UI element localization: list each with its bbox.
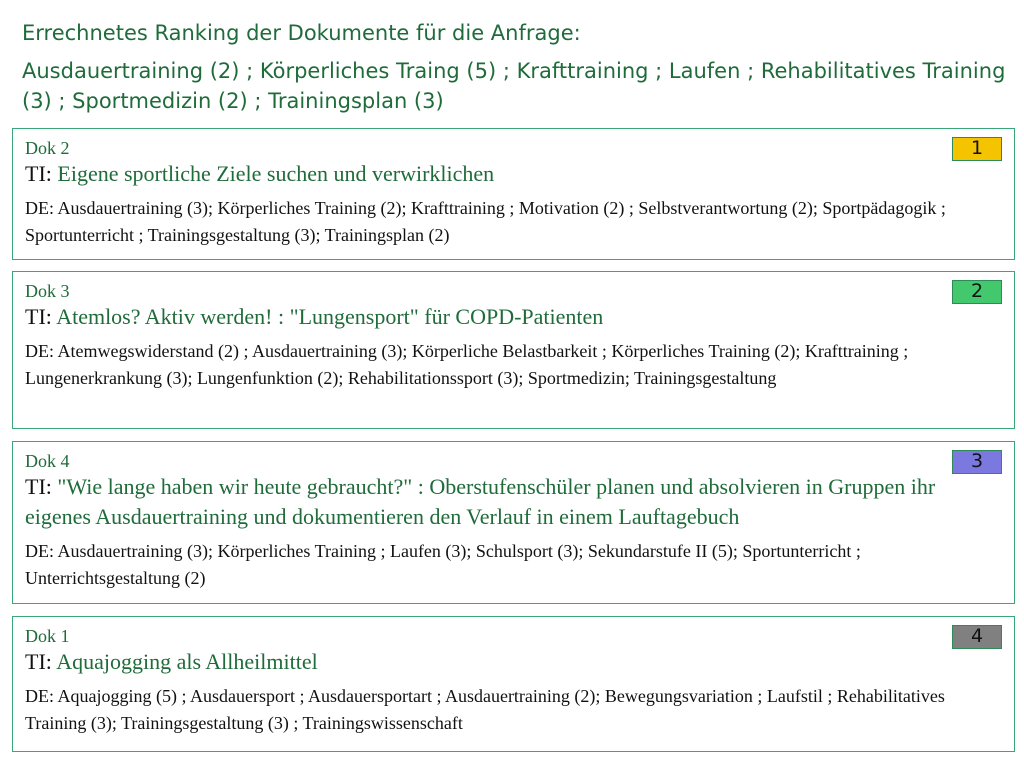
document-descriptors [25,338,1000,392]
document-id: Dok 2 [25,138,70,158]
title-prefix: TI: [25,649,52,674]
document-id: Dok 3 [25,281,70,301]
descriptor-text: Aquajogging (5) ; Ausdauersport ; Ausdauersportart ; Ausdauertraining (2); Bewegungsvariation ; Laufstil ; Rehabilitatives Training (3); Trainingsgestaltung (3) ; Trainingswissenschaft [25,686,945,733]
document-descriptors [25,538,1000,592]
document-card-rank-4[interactable] [12,616,1015,752]
document-title [25,302,1000,332]
rank-badge: 1 [952,137,1002,161]
descriptor-text: Ausdauertraining (3); Körperliches Training (2); Krafttraining ; Motivation (2) ; Selbstverantwortung (2); Sportpädagogik ; Sportunterricht ; Trainingsgestaltung (3); Trainingsplan (2) [25,198,946,245]
document-descriptors [25,683,1000,737]
document-card-rank-1[interactable] [12,128,1015,260]
descriptor-prefix: DE: [25,341,54,361]
descriptor-prefix: DE: [25,541,54,561]
document-descriptors [25,195,1000,249]
title-text: Eigene sportliche Ziele suchen und verwirklichen [57,161,495,186]
descriptor-prefix: DE: [25,686,54,706]
rank-badge: 3 [952,450,1002,474]
rank-badge: 4 [952,625,1002,649]
document-title [25,472,1000,532]
document-id: Dok 1 [25,626,70,646]
title-text: Aquajogging als Allheilmittel [56,649,318,674]
title-text: "Wie lange haben wir heute gebraucht?" : Oberstufenschüler planen und absolvieren in Gruppen ihr eigenes Ausdauertraining und dokumentieren den Verlauf in einem Lauftagebuch [25,474,936,529]
title-prefix: TI: [25,304,52,329]
descriptor-text: Ausdauertraining (3); Körperliches Training ; Laufen (3); Schulsport (3); Sekundarstufe II (5); Sportunterricht ; Unterrichtsgestaltung (2) [25,541,861,588]
title-text: Atemlos? Aktiv werden! : "Lungensport" für COPD-Patienten [56,304,604,329]
document-title [25,159,1000,189]
title-prefix: TI: [25,161,52,186]
rank-badge: 2 [952,280,1002,304]
descriptor-text: Atemwegswiderstand (2) ; Ausdauertraining (3); Körperliche Belastbarkeit ; Körperliches Training (2); Krafttraining ; Lungenerkrankung (3); Lungenfunktion (2); Rehabilitationssport (3); Sportmedizin; Trainingsgestaltung [25,341,909,388]
document-id: Dok 4 [25,451,70,471]
document-card-rank-3[interactable] [12,441,1015,604]
title-prefix: TI: [25,474,52,499]
page-title: Errechnetes Ranking der Dokumente für die Anfrage: [22,21,581,45]
descriptor-prefix: DE: [25,198,54,218]
document-card-rank-2[interactable] [12,271,1015,429]
query-terms: Ausdauertraining (2) ; Körperliches Traing (5) ; Krafttraining ; Laufen ; Rehabilitatives Training (3) ; Sportmedizin (2) ; Trainingsplan (3) [22,59,1006,113]
document-title [25,647,1000,677]
ranking-header [22,18,1012,116]
